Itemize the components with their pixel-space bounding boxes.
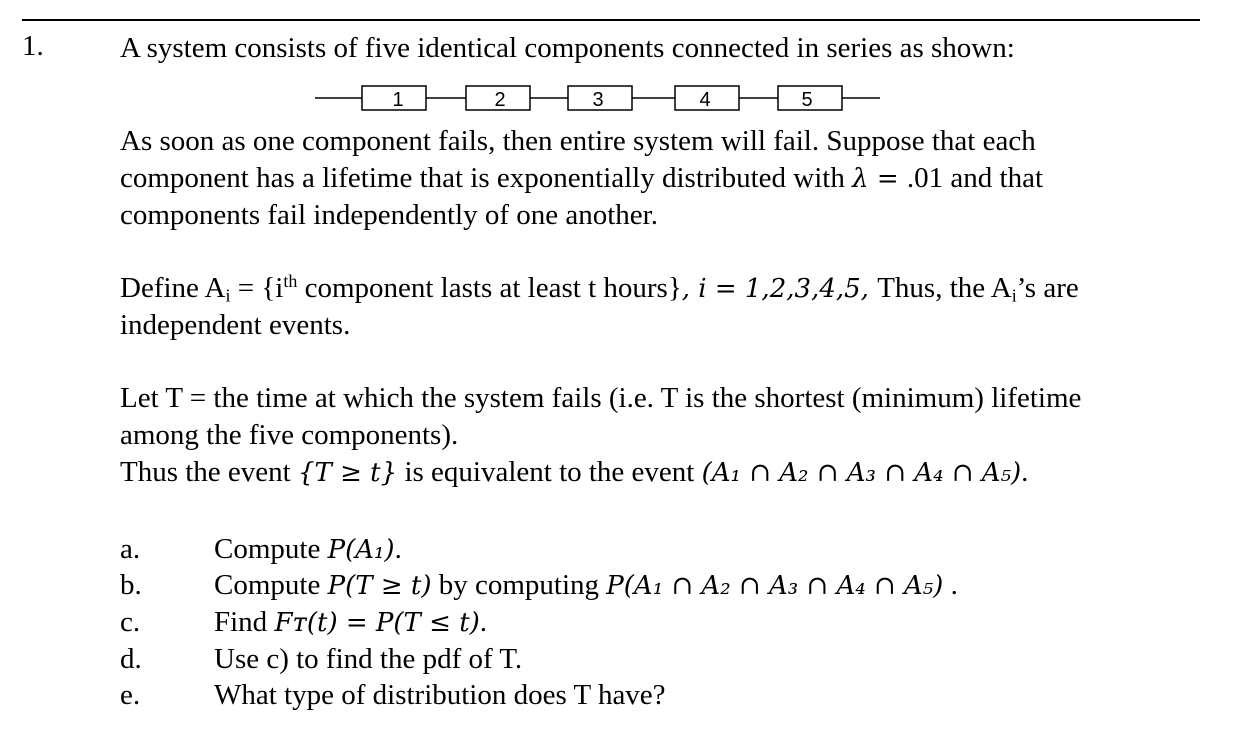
para3-line2: among the five components). xyxy=(120,419,459,451)
part-d-letter: d. xyxy=(120,643,142,675)
para2-line1: Define $A_i = \{i^{th}$ component lasts at least t hours}, i = 1,2,3,4,5, Thus, the $A_i’s$ are xyxy=(120,271,1079,306)
para1-line3: components fail independently of one another. xyxy=(120,199,658,231)
part-b-letter: b. xyxy=(120,569,142,601)
component-label-5: 5 xyxy=(801,89,813,111)
para3-line3: Thus the event {T ≥ t} is equivalent to the event (A₁ ∩ A₂ ∩ A₃ ∩ A₄ ∩ A₅). xyxy=(120,456,1029,488)
para1-line1: As soon as one component fails, then entire system will fail. Suppose that each xyxy=(120,125,1036,157)
part-c-letter: c. xyxy=(120,606,141,638)
para2-line2: independent events. xyxy=(120,309,351,341)
problem-number: 1. xyxy=(22,30,44,62)
component-label-2: 2 xyxy=(494,89,506,111)
top-rule xyxy=(22,19,1200,21)
index-math: , i = 1,2,3,4,5, xyxy=(681,274,878,304)
event-T-math: {T ≥ t} xyxy=(297,458,398,488)
part-b-text: Compute P(T ≥ t) by computing P(A₁ ∩ A₂ ∩ A₃ ∩ A₄ ∩ A₅) . xyxy=(214,569,958,601)
lambda-symbol: λ = xyxy=(852,164,907,194)
component-label-3: 3 xyxy=(592,89,604,111)
component-label-1: 1 xyxy=(392,89,404,111)
part-d-text: Use c) to find the pdf of T. xyxy=(214,643,523,675)
intersection-math: (A₁ ∩ A₂ ∩ A₃ ∩ A₄ ∩ A₅) xyxy=(701,458,1022,488)
component-label-4: 4 xyxy=(699,89,711,111)
part-a-text: Compute P(A₁). xyxy=(214,533,402,565)
part-a-letter: a. xyxy=(120,533,141,565)
part-e-letter: e. xyxy=(120,679,141,711)
part-c-text: Find Fᴛ(t) = P(T ≤ t). xyxy=(214,606,488,638)
part-e-text: What type of distribution does T have? xyxy=(214,679,666,711)
para3-line1: Let T = the time at which the system fails (i.e. T is the shortest (minimum) lifetime xyxy=(120,382,1082,414)
intro-text: A system consists of five identical components connected in series as shown: xyxy=(120,32,1015,64)
series-diagram xyxy=(300,84,900,118)
para1-line2: component has a lifetime that is exponentially distributed with λ = .01 and that xyxy=(120,162,1044,194)
